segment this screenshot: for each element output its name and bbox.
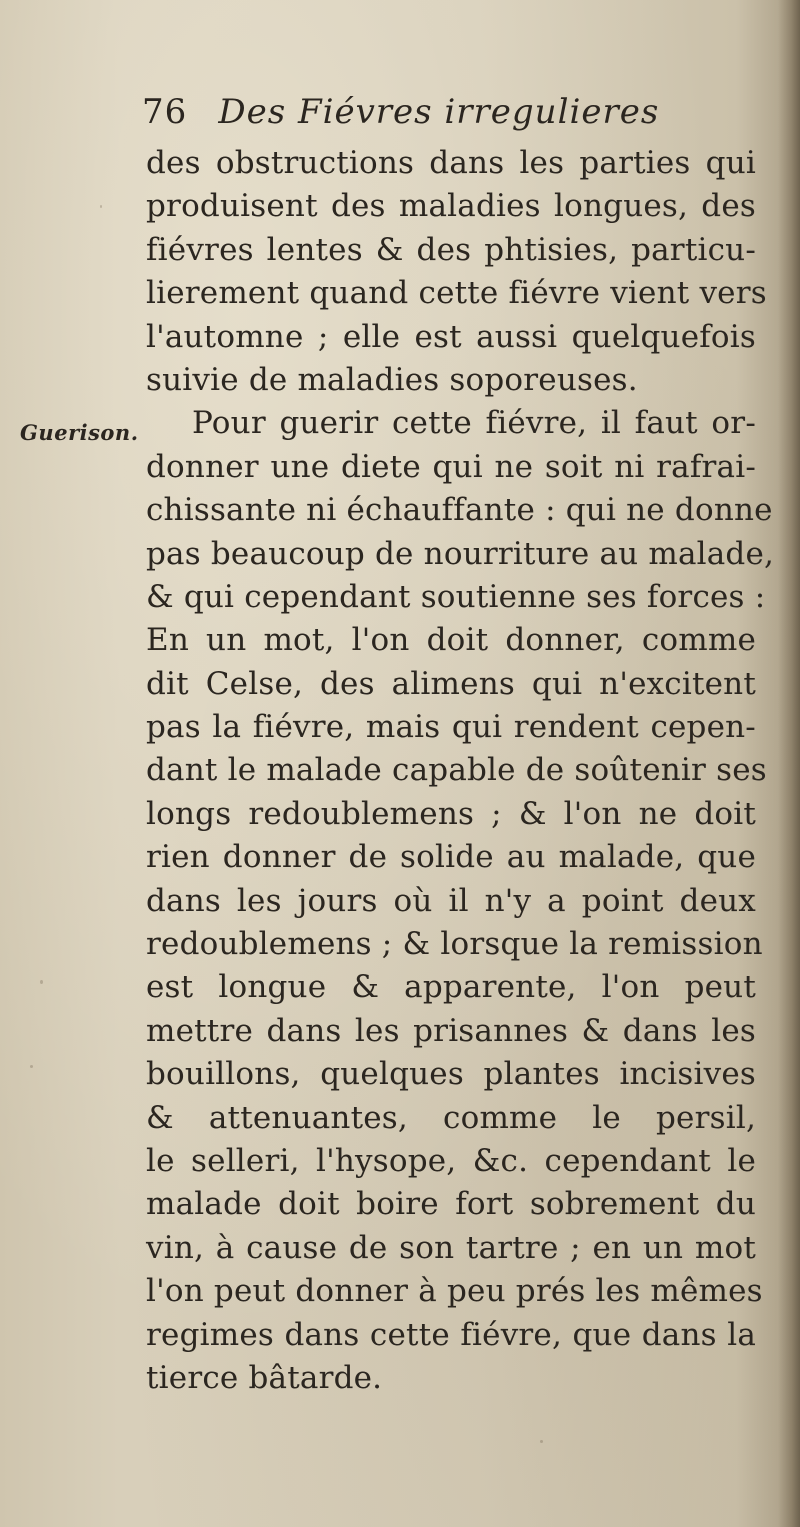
text-line: malade doit boire fort sobrement du — [146, 1186, 756, 1223]
paper-speck — [40, 980, 43, 984]
body-text — [146, 142, 775, 1400]
text-line: vin, à cause de son tartre ; en un mot — [146, 1229, 756, 1266]
text-line: dans les jours où il n'y a point deux — [146, 882, 756, 919]
paper-speck — [30, 1065, 33, 1068]
text-line: l'on peut donner à peu prés les mêmes — [146, 1273, 763, 1310]
text-line: dant le malade capable de soûtenir ses — [146, 752, 767, 789]
page-gutter-shadow — [778, 0, 800, 1527]
page-number: 76 — [142, 92, 188, 132]
text-line: des obstructions dans les parties qui — [146, 145, 756, 181]
text-line: mettre dans les prisannes & dans les — [146, 1012, 756, 1049]
text-line: suivie de maladies soporeuses. — [146, 361, 638, 398]
text-line: En un mot, l'on doit donner, comme — [146, 622, 756, 659]
text-line: rien donner de solide au malade, que — [146, 839, 756, 876]
text-line: bouillons, quelques plantes incisives — [146, 1056, 756, 1093]
text-line: donner une diete qui ne soit ni rafrai- — [146, 448, 756, 485]
text-line: & qui cependant soutienne ses forces : — [146, 578, 766, 615]
text-line: dit Celse, des alimens qui n'excitent — [146, 665, 756, 702]
text-line: fiévres lentes & des phtisies, particu- — [146, 231, 756, 268]
text-line: l'automne ; elle est aussi quelquefois — [146, 318, 756, 355]
paper-speck — [100, 205, 102, 208]
margin-note: Guerison. — [20, 420, 139, 445]
text-line: pas la fiévre, mais qui rendent cepen- — [146, 709, 756, 746]
text-line: & attenuantes, comme le persil, — [146, 1099, 756, 1136]
text-line: tierce bâtarde. — [146, 1359, 383, 1396]
text-line: pas beaucoup de nourriture au malade, — [146, 535, 775, 572]
running-head-title: Des Fiévres irregulieres — [218, 92, 660, 132]
paper-speck — [540, 1440, 543, 1443]
text-line: produisent des maladies longues, des — [146, 188, 756, 225]
text-line: le selleri, l'hysope, &c. cependant le — [146, 1142, 756, 1179]
text-line: est longue & apparente, l'on peut — [146, 969, 756, 1006]
running-head — [142, 92, 742, 144]
text-line: redoublemens ; & lorsque la remission — [146, 926, 763, 963]
text-line: chissante ni échauffante : qui ne donne — [146, 492, 773, 529]
text-line: regimes dans cette fiévre, que dans la — [146, 1316, 756, 1353]
text-line: Pour guerir cette fiévre, il faut or- — [192, 405, 756, 442]
text-line: lierement quand cette fiévre vient vers — [146, 275, 767, 312]
text-line: longs redoublemens ; & l'on ne doit — [146, 795, 756, 832]
